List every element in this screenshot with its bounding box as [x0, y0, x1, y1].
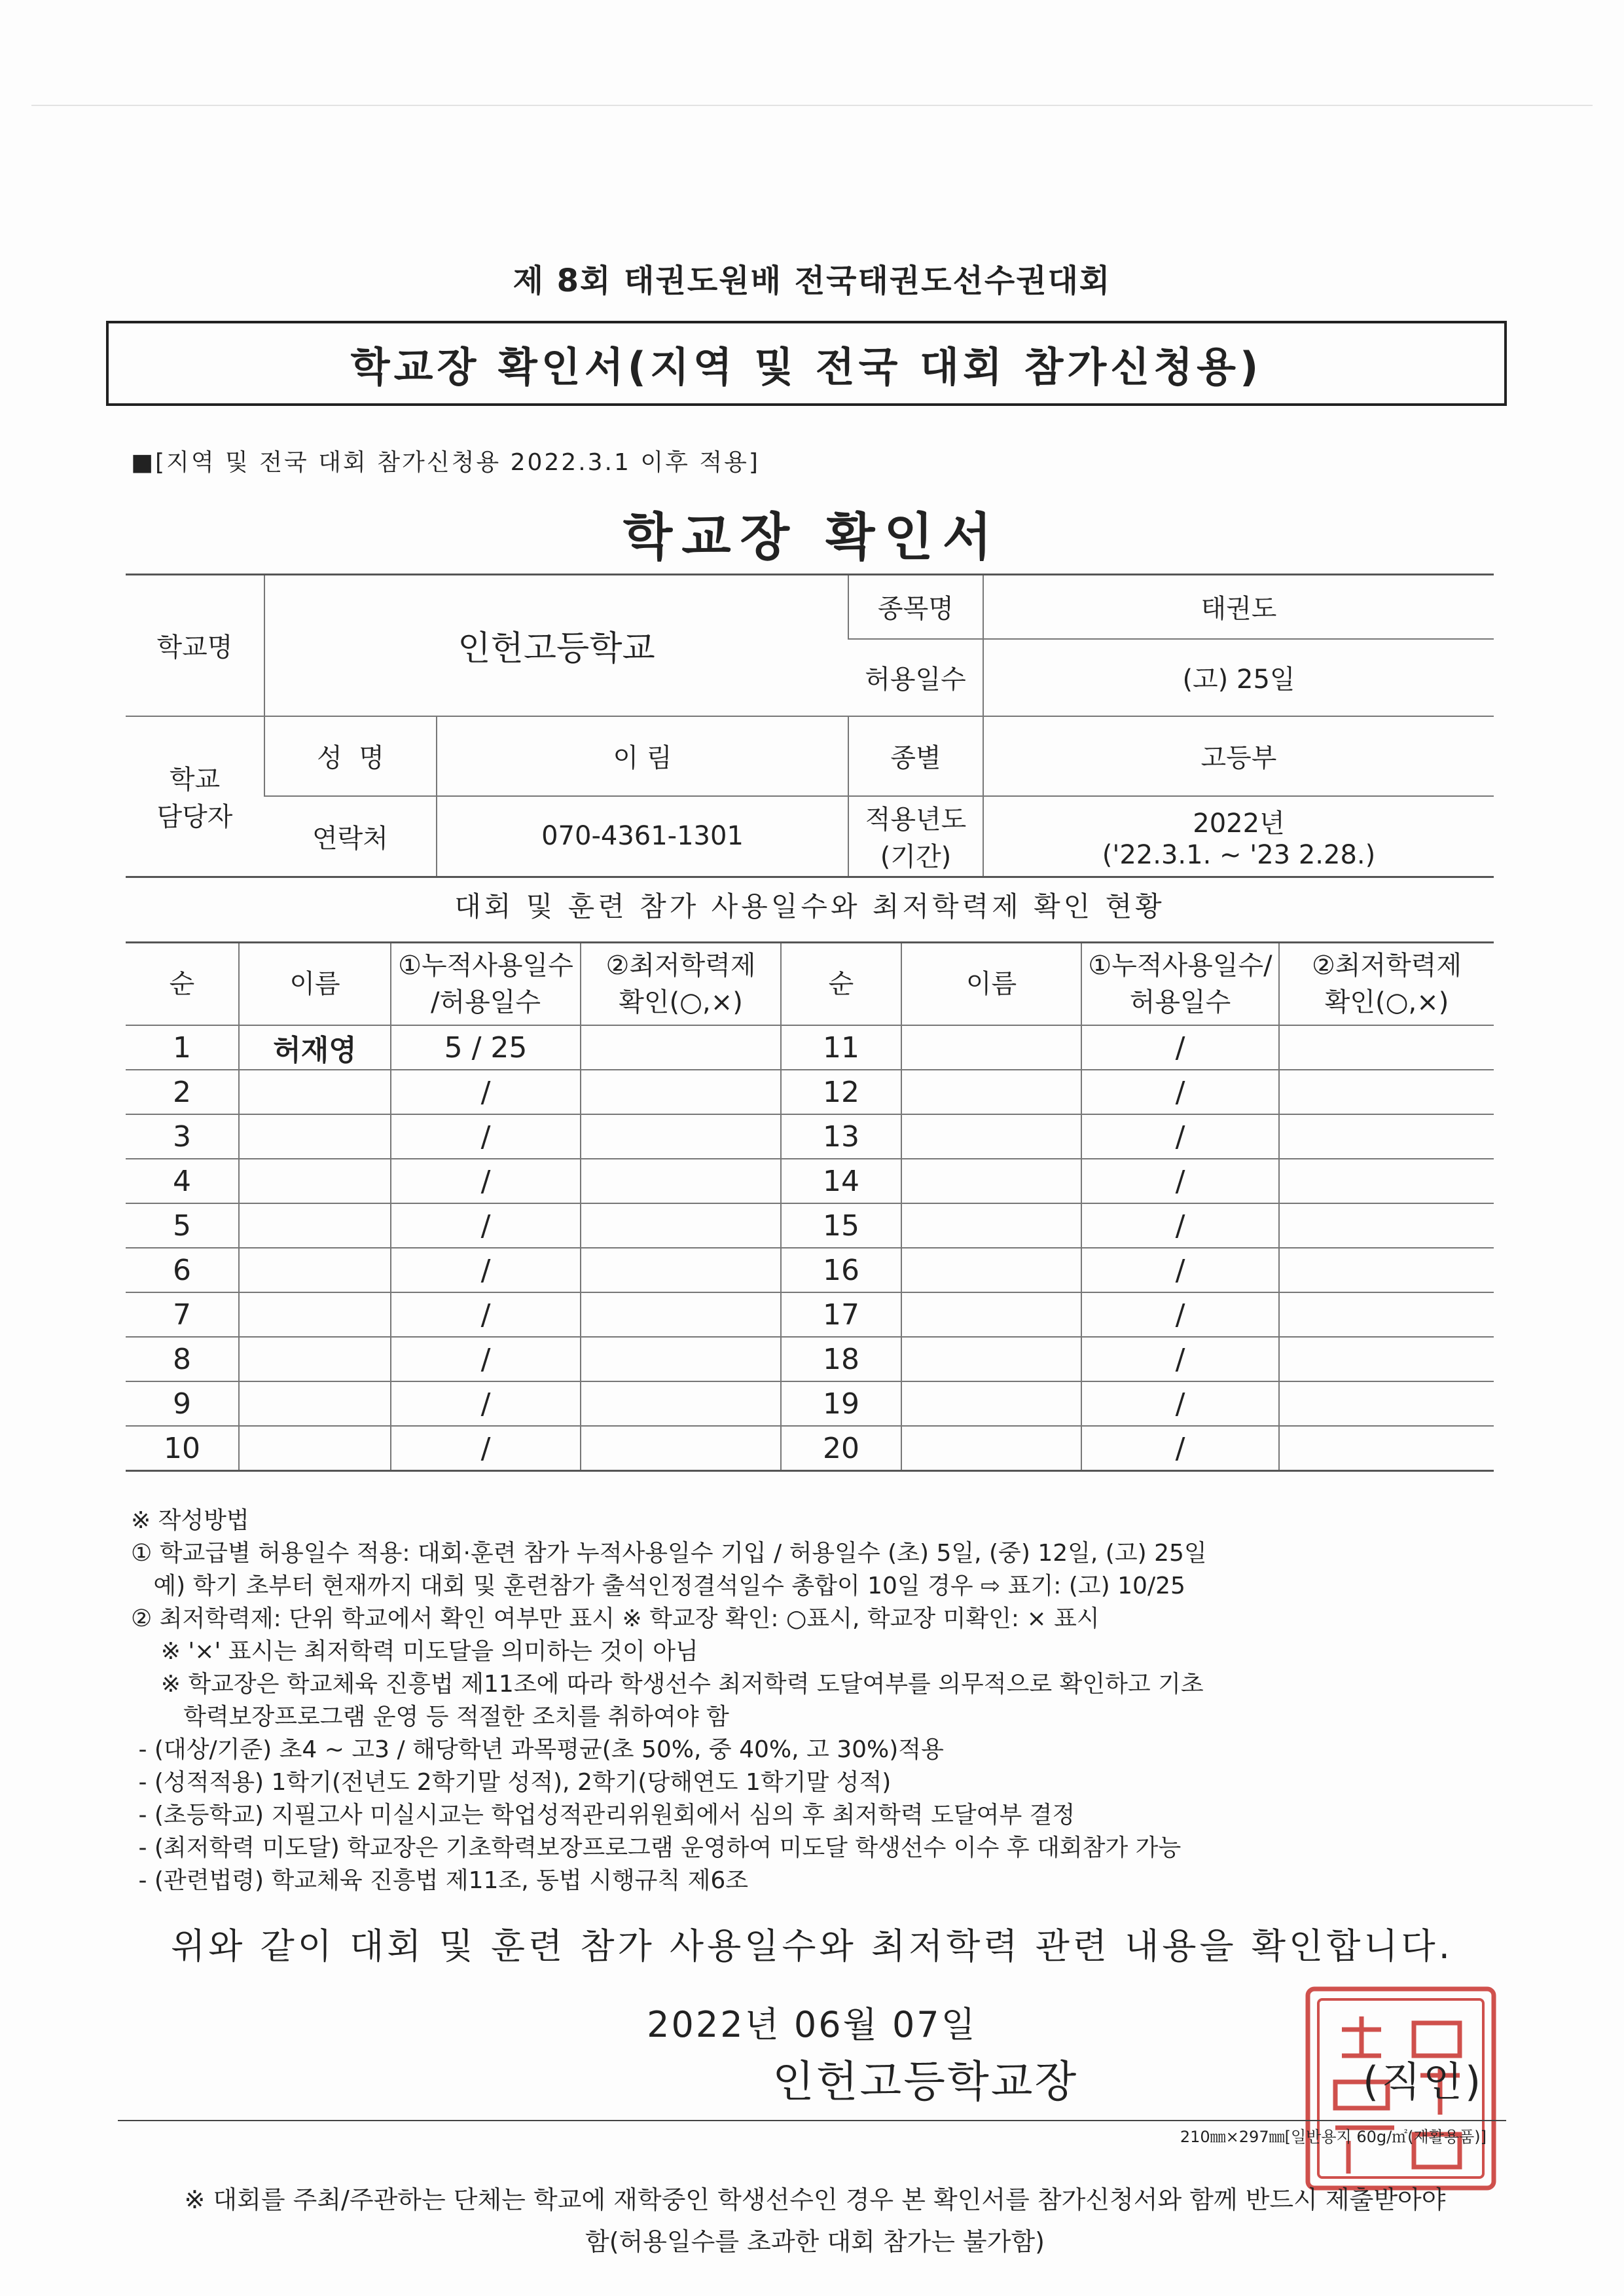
issue-date: 2022년 06월 07일	[647, 2004, 977, 2045]
period-label: 적용년도 (기간)	[848, 796, 983, 877]
header-name: 이름	[239, 943, 391, 1026]
section-title: 대회 및 훈련 참가 사용일수와 최저학력제 확인 현황	[454, 890, 1165, 922]
days-used: 5 / 25	[391, 1025, 581, 1070]
days-used: /	[1081, 1381, 1279, 1426]
roster-no: 12	[781, 1070, 901, 1114]
principal-title: 인헌고등학교장	[772, 2056, 1079, 2107]
contact-phone-value: 070-4361-1301	[437, 796, 848, 877]
min-academic-check	[1279, 1337, 1494, 1381]
athlete-name	[901, 1025, 1081, 1070]
contact-name-label: 성 명	[264, 716, 437, 796]
roster-no: 3	[126, 1114, 239, 1159]
days-used: /	[391, 1203, 581, 1248]
athlete-name	[239, 1114, 391, 1159]
applicability-note: ■[지역 및 전국 대회 참가신청용 2022.3.1 이후 적용]	[131, 449, 760, 476]
days-used: /	[391, 1070, 581, 1114]
instruction-line: 예) 학기 초부터 현재까지 대회 및 훈련참가 출석인정결석일수 총합이 10일 경우 ⇨ 표기: (고) 10/25	[131, 1573, 1185, 1599]
instruction-line: 학력보장프로그램 운영 등 적절한 조치를 취하여야 함	[131, 1704, 729, 1730]
roster-no: 16	[781, 1248, 901, 1292]
roster-no: 8	[126, 1337, 239, 1381]
days-used: /	[1081, 1337, 1279, 1381]
document-title: 학교장 확인서	[623, 508, 1001, 567]
min-academic-check	[1279, 1292, 1494, 1337]
header-days-used: ①누적사용일수 /허용일수	[391, 943, 581, 1026]
roster-no: 7	[126, 1292, 239, 1337]
top-divider	[31, 105, 1593, 106]
days-used: /	[1081, 1203, 1279, 1248]
days-used: /	[1081, 1426, 1279, 1471]
division-label: 종별	[848, 716, 983, 796]
paper-spec: 210㎜×297㎜[일반용지 60g/㎡(재활용품)]	[1180, 2128, 1487, 2146]
athlete-name	[901, 1203, 1081, 1248]
athlete-name	[901, 1248, 1081, 1292]
days-used: /	[1081, 1070, 1279, 1114]
header-no: 순	[781, 943, 901, 1026]
roster-no: 11	[781, 1025, 901, 1070]
athlete-name	[901, 1114, 1081, 1159]
days-used: /	[1081, 1114, 1279, 1159]
instruction-line: ※ '×' 표시는 최저학력 미도달을 의미하는 것이 아님	[131, 1638, 698, 1665]
instruction-line: ① 학교급별 허용일수 적용: 대회·훈련 참가 누적사용일수 기입 / 허용일수 (초) 5일, (중) 12일, (고) 25일	[131, 1540, 1207, 1567]
min-academic-check	[1279, 1203, 1494, 1248]
roster-no: 14	[781, 1159, 901, 1203]
min-academic-check	[581, 1381, 781, 1426]
min-academic-check	[1279, 1381, 1494, 1426]
roster-no: 17	[781, 1292, 901, 1337]
roster-no: 4	[126, 1159, 239, 1203]
roster-row	[126, 1203, 1494, 1248]
days-used: /	[1081, 1248, 1279, 1292]
roster-no: 6	[126, 1248, 239, 1292]
athlete-name	[239, 1337, 391, 1381]
roster-header-row	[126, 943, 1494, 1026]
athlete-name	[901, 1070, 1081, 1114]
period-value: 2022년 ('22.3.1. ~ '23 2.28.)	[983, 796, 1494, 877]
athlete-name	[239, 1381, 391, 1426]
athlete-name	[239, 1426, 391, 1471]
roster-row	[126, 1337, 1494, 1381]
header-min-academic-check: ②최저학력제 확인(○,×)	[581, 943, 781, 1026]
athlete-name	[901, 1159, 1081, 1203]
roster-no: 20	[781, 1426, 901, 1471]
days-used: /	[391, 1426, 581, 1471]
athlete-name	[901, 1292, 1081, 1337]
days-used: /	[1081, 1159, 1279, 1203]
header-days-used: ①누적사용일수/ 허용일수	[1081, 943, 1279, 1026]
sport-label: 종목명	[848, 575, 983, 639]
athlete-name	[239, 1070, 391, 1114]
banner-title: 학교장 확인서(지역 및 전국 대회 참가신청용)	[350, 342, 1263, 391]
min-academic-check	[581, 1248, 781, 1292]
instruction-line: ※ 작성방법	[131, 1507, 249, 1534]
allowed-days-label: 허용일수	[848, 639, 983, 716]
min-academic-check	[581, 1070, 781, 1114]
header-min-academic-check: ②최저학력제 확인(○,×)	[1279, 943, 1494, 1026]
instruction-line: ② 최저학력제: 단위 학교에서 확인 여부만 표시 ※ 학교장 확인: ○표시, 학교장 미확인: × 표시	[131, 1605, 1100, 1632]
roster-no: 9	[126, 1381, 239, 1426]
bottom-divider	[118, 2120, 1506, 2121]
division-value: 고등부	[983, 716, 1494, 796]
min-academic-check	[581, 1292, 781, 1337]
instruction-line: - (최저학력 미도달) 학교장은 기초학력보장프로그램 운영하여 미도달 학생선수 이수 후 대회참가 가능	[131, 1834, 1182, 1861]
school-info-table	[126, 574, 1494, 878]
roster-no: 13	[781, 1114, 901, 1159]
days-used: /	[391, 1337, 581, 1381]
header-name: 이름	[901, 943, 1081, 1026]
instruction-line: - (대상/기준) 초4 ~ 고3 / 해당학년 과목평균(초 50%, 중 40%, 고 30%)적용	[131, 1736, 944, 1763]
min-academic-check	[581, 1426, 781, 1471]
roster-no: 5	[126, 1203, 239, 1248]
min-academic-check	[581, 1114, 781, 1159]
min-academic-check	[581, 1159, 781, 1203]
roster-row	[126, 1248, 1494, 1292]
confirmation-statement: 위와 같이 대회 및 훈련 참가 사용일수와 최저학력 관련 내용을 확인합니다.	[171, 1925, 1453, 1967]
athlete-name	[239, 1203, 391, 1248]
days-used: /	[391, 1159, 581, 1203]
roster-no: 19	[781, 1381, 901, 1426]
roster-row	[126, 1381, 1494, 1426]
athlete-name	[239, 1292, 391, 1337]
roster-row	[126, 1426, 1494, 1471]
roster-no: 2	[126, 1070, 239, 1114]
roster-no: 15	[781, 1203, 901, 1248]
event-title: 제 8회 태권도원배 전국태권도선수권대회	[513, 263, 1111, 299]
instruction-line: - (초등학교) 지필고사 미실시교는 학업성적관리위원회에서 심의 후 최저학력 도달여부 결정	[131, 1802, 1075, 1829]
instruction-line: - (성적적용) 1학기(전년도 2학기말 성적), 2학기(당해연도 1학기말 성적)	[131, 1769, 892, 1796]
days-used: /	[391, 1292, 581, 1337]
min-academic-check	[1279, 1248, 1494, 1292]
athlete-name	[901, 1426, 1081, 1471]
roster-row	[126, 1114, 1494, 1159]
roster-row	[126, 1159, 1494, 1203]
banner-title-box	[106, 321, 1507, 406]
roster-no: 1	[126, 1025, 239, 1070]
seal-label: (직인)	[1363, 2058, 1484, 2105]
athlete-name	[239, 1159, 391, 1203]
roster-row	[126, 1070, 1494, 1114]
contact-person-label: 학교 담당자	[126, 716, 264, 877]
min-academic-check	[1279, 1114, 1494, 1159]
roster-no: 10	[126, 1426, 239, 1471]
min-academic-check	[581, 1203, 781, 1248]
athlete-name: 허재영	[239, 1025, 391, 1070]
athlete-name	[901, 1337, 1081, 1381]
school-name-label: 학교명	[156, 632, 233, 663]
contact-phone-label: 연락처	[264, 796, 437, 877]
days-used: /	[1081, 1025, 1279, 1070]
min-academic-check	[1279, 1070, 1494, 1114]
min-academic-check	[1279, 1426, 1494, 1471]
school-name-value: 인헌고등학교	[264, 575, 848, 716]
instruction-line: - (관련법령) 학교체육 진흥법 제11조, 동법 시행규칙 제6조	[131, 1867, 749, 1894]
roster-row	[126, 1292, 1494, 1337]
days-used: /	[1081, 1292, 1279, 1337]
days-used: /	[391, 1114, 581, 1159]
roster-row	[126, 1025, 1494, 1070]
min-academic-check	[1279, 1025, 1494, 1070]
allowed-days-value: (고) 25일	[983, 639, 1494, 716]
min-academic-check	[1279, 1159, 1494, 1203]
days-used: /	[391, 1381, 581, 1426]
athlete-name	[239, 1248, 391, 1292]
athlete-name	[901, 1381, 1081, 1426]
roster-no: 18	[781, 1337, 901, 1381]
min-academic-check	[581, 1025, 781, 1070]
instruction-line: ※ 학교장은 학교체육 진흥법 제11조에 따라 학생선수 최저학력 도달여부를 의무적으로 확인하고 기초	[131, 1671, 1204, 1698]
days-used: /	[391, 1248, 581, 1292]
instructions-block	[131, 1504, 1506, 1897]
submission-footnote: ※ 대회를 주최/주관하는 단체는 학교에 재학중인 학생선수인 경우 본 확인서를 참가신청서와 함께 반드시 제출받아야 함(허용일수를 초과한 대회 참가는 불가함)	[184, 2185, 1446, 2256]
sport-value: 태권도	[983, 575, 1494, 639]
contact-name-value: 이 림	[437, 716, 848, 796]
min-academic-check	[581, 1337, 781, 1381]
athlete-roster-table	[126, 941, 1494, 1472]
header-no: 순	[169, 969, 195, 999]
